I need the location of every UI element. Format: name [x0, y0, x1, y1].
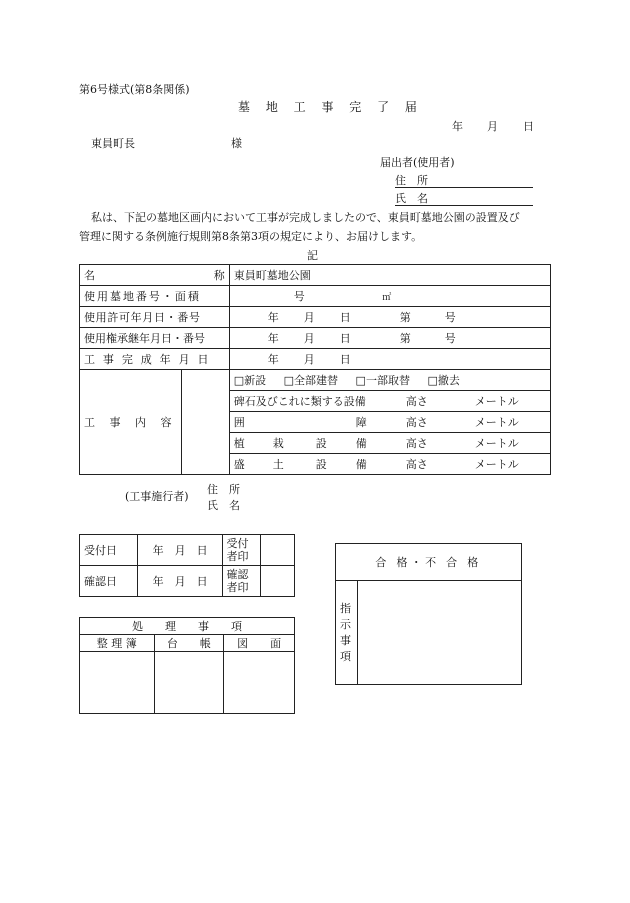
table-row — [80, 652, 295, 714]
received-seal-box[interactable] — [261, 535, 295, 566]
ki-label: 記 — [307, 249, 318, 262]
processing-col-ledger: 整 理 簿 — [80, 635, 155, 652]
completion-value-cell — [229, 349, 550, 370]
instruction-label — [336, 581, 358, 685]
work-item-4-name-c: 設 — [315, 458, 327, 471]
judgment-header: 合 格・不 合 格 — [336, 544, 522, 581]
permit-day: 日 — [339, 311, 351, 324]
confirmed-seal-2: 者印 — [226, 581, 249, 594]
work-item-4-name-a: 盛 — [233, 458, 245, 471]
checkbox-row — [229, 370, 550, 391]
table-row — [80, 370, 551, 391]
contractor-label: (工事施行者) — [125, 490, 189, 503]
work-label-spacer — [182, 370, 230, 475]
name-label-b: 称 — [213, 269, 225, 282]
work-item-3-name-c: 設 — [315, 437, 327, 450]
completion-month: 月 — [303, 353, 315, 366]
work-item-4-height: 高さ — [405, 458, 428, 471]
work-item-2-unit: メートル — [474, 416, 519, 429]
succession-label: 使用権承継年月日・番号 — [80, 328, 230, 349]
received-label: 受付日 — [80, 535, 138, 566]
reception-table — [79, 534, 295, 597]
checkbox-partial-replace[interactable]: □一部取替 — [355, 374, 410, 387]
checkbox-full-rebuild[interactable]: □全部建替 — [283, 374, 339, 387]
work-item-3-name-d: 備 — [355, 437, 367, 450]
received-seal-2: 者印 — [226, 550, 249, 563]
name-value: 東員町墓地公園 — [229, 265, 550, 286]
permit-year: 年 — [267, 311, 279, 324]
table-row — [80, 618, 295, 635]
confirmed-label: 確認日 — [80, 566, 138, 597]
table-row — [80, 349, 551, 370]
work-item-3-height: 高さ — [405, 437, 428, 450]
confirmed-seal-label — [223, 566, 261, 597]
permit-value-cell — [229, 307, 550, 328]
succession-value-cell — [229, 328, 550, 349]
permit-month: 月 — [303, 311, 315, 324]
succession-month: 月 — [303, 332, 315, 345]
processing-table — [79, 617, 295, 714]
body-text-line-1: 私は、下記の墓地区画内において工事が完成しましたので、東員町墓地公園の設置及び — [91, 211, 520, 224]
applicant-address-line — [395, 175, 533, 188]
work-item-3-name-a: 植 — [233, 437, 245, 450]
work-item-1 — [229, 391, 550, 412]
work-item-4-unit: メートル — [474, 458, 519, 471]
addressee-honorific: 様 — [231, 137, 242, 150]
work-item-2-name-a: 囲 — [233, 416, 245, 429]
plot-area-unit: ㎡ — [382, 293, 392, 303]
processing-col-drawing: 図 面 — [224, 635, 295, 652]
work-item-1-unit: メートル — [474, 395, 519, 408]
plot-value-cell — [229, 286, 550, 307]
applicant-label: 届出者(使用者) — [380, 156, 455, 169]
work-item-2-height: 高さ — [405, 416, 428, 429]
permit-label: 使用許可年月日・番号 — [80, 307, 230, 328]
permit-number-suffix: 号 — [444, 311, 456, 324]
processing-header: 処 理 事 項 — [80, 618, 295, 635]
table-row — [80, 307, 551, 328]
work-item-3-name-b: 栽 — [272, 437, 284, 450]
processing-cell-drawing[interactable] — [224, 652, 295, 714]
work-item-4 — [229, 454, 550, 475]
work-item-4-name-b: 土 — [272, 458, 284, 471]
processing-col-register: 台 帳 — [154, 635, 224, 652]
received-date: 年 月 日 — [137, 535, 223, 566]
succession-year: 年 — [267, 332, 279, 345]
name-label-a: 名 — [84, 269, 95, 282]
date-day: 日 — [523, 120, 534, 133]
date-year: 年 — [452, 120, 463, 133]
processing-cell-ledger[interactable] — [80, 652, 155, 714]
judgment-table — [335, 543, 522, 685]
work-item-1-name: 碑石及びこれに類する設備 — [233, 395, 366, 408]
instruction-char-4: 項 — [340, 649, 351, 663]
checkbox-removal[interactable]: □撤去 — [427, 374, 460, 387]
confirmed-seal-1: 確認 — [226, 567, 249, 581]
received-seal-label — [223, 535, 261, 566]
table-row — [80, 635, 295, 652]
work-item-3-unit: メートル — [474, 437, 519, 450]
table-row — [80, 535, 295, 566]
processing-cell-register[interactable] — [154, 652, 224, 714]
contractor-address-label: 住 所 — [207, 483, 240, 496]
succession-number-suffix: 号 — [444, 332, 456, 345]
addressee-name: 東員町長 — [91, 137, 135, 150]
table-row — [80, 566, 295, 597]
table-row — [80, 265, 551, 286]
permit-number-prefix: 第 — [399, 311, 411, 324]
work-item-4-name-d: 備 — [355, 458, 367, 471]
confirmed-seal-box[interactable] — [261, 566, 295, 597]
work-item-2-name-b: 障 — [355, 416, 367, 429]
applicant-address-label: 住 所 — [395, 174, 428, 187]
checkbox-new[interactable]: □新設 — [233, 374, 267, 387]
form-number: 第6号様式(第8条関係) — [79, 83, 190, 96]
succession-day: 日 — [339, 332, 351, 345]
work-label: 工 事 内 容 — [80, 370, 182, 475]
table-row — [80, 328, 551, 349]
table-row — [336, 544, 522, 581]
applicant-name-label: 氏 名 — [395, 192, 428, 205]
applicant-name-line — [395, 193, 533, 206]
succession-number-prefix: 第 — [399, 332, 411, 345]
contractor-name-label: 氏 名 — [207, 499, 240, 512]
instruction-content[interactable] — [357, 581, 521, 685]
instruction-char-3: 事 — [340, 633, 351, 647]
work-item-1-height: 高さ — [405, 395, 428, 408]
work-item-3 — [229, 433, 550, 454]
instruction-char-2: 示 — [340, 617, 351, 631]
received-seal-1: 受付 — [226, 536, 249, 550]
body-text-line-2: 管理に関する条例施行規則第8条第3項の規定により、お届けします。 — [79, 230, 423, 243]
plot-number: 号 — [293, 290, 305, 303]
instruction-char-1: 指 — [340, 602, 351, 615]
completion-day: 日 — [339, 353, 351, 366]
main-table — [79, 264, 551, 475]
table-row — [336, 581, 522, 685]
plot-label: 使用墓地番号・面積 — [80, 286, 230, 307]
table-row — [80, 286, 551, 307]
date-month: 月 — [487, 120, 498, 133]
work-item-2 — [229, 412, 550, 433]
completion-year: 年 — [267, 353, 279, 366]
name-label-cell — [80, 265, 230, 286]
completion-label: 工事完成年月日 — [80, 349, 230, 370]
confirmed-date: 年 月 日 — [137, 566, 223, 597]
page-title: 墓 地 工 事 完 了 届 — [238, 100, 423, 114]
